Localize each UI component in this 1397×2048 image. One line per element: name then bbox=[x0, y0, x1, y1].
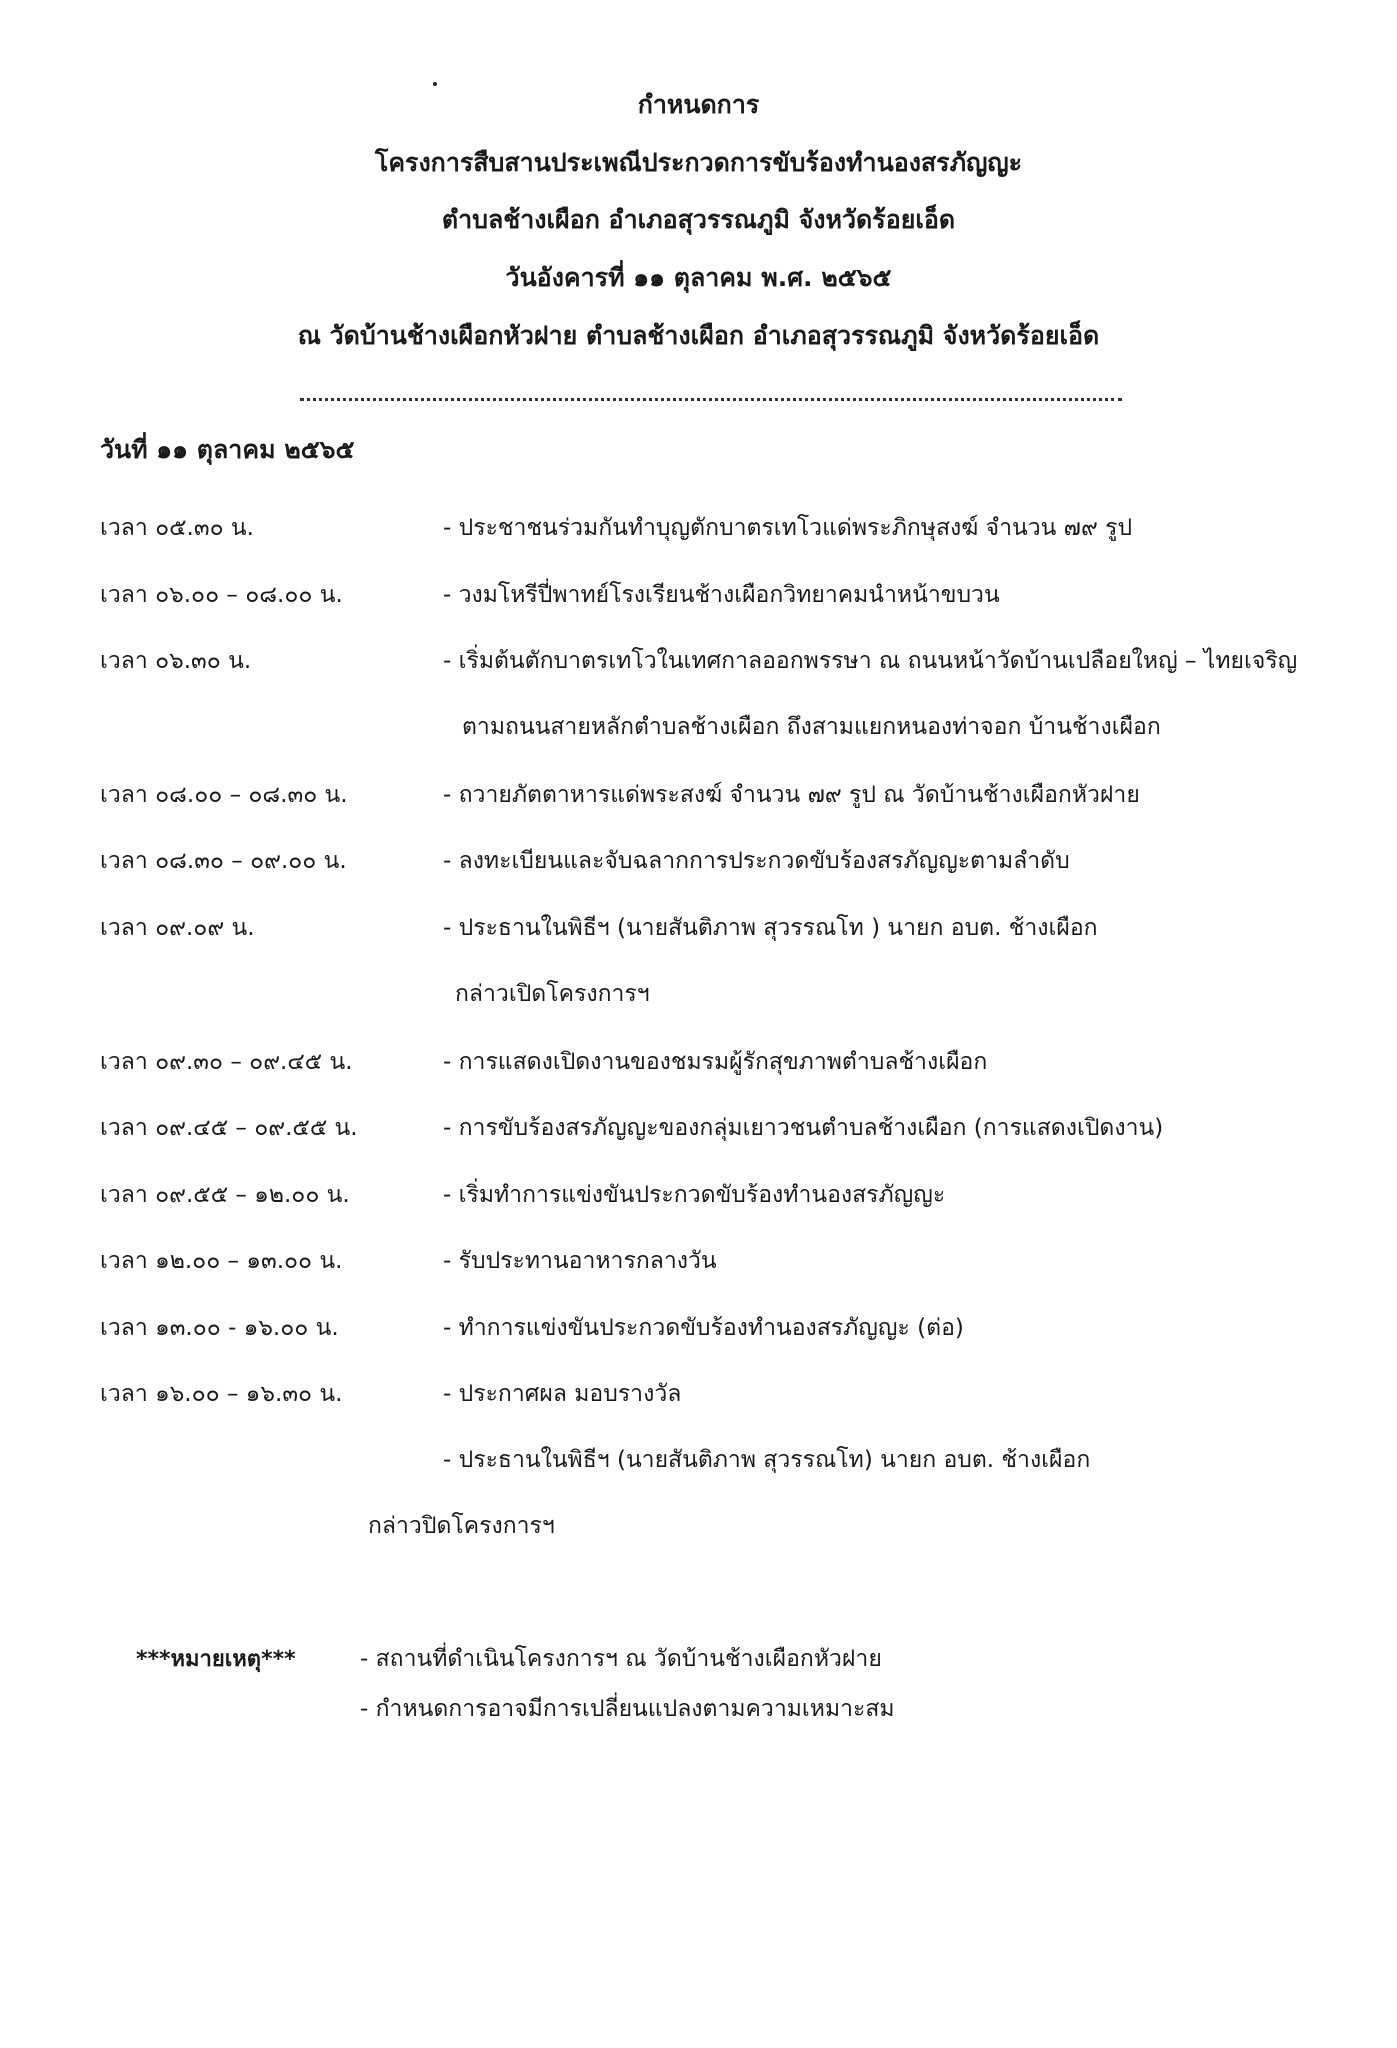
closing-activity-continuation: กล่าวปิดโครงการฯ bbox=[368, 1513, 555, 1539]
document-title: กำหนดการ bbox=[637, 90, 760, 119]
schedule-time: เวลา ๐๙.๐๙ น. bbox=[100, 915, 255, 941]
schedule-time: เวลา ๑๒.๐๐ – ๑๓.๐๐ น. bbox=[100, 1248, 343, 1274]
schedule-activity: - ลงทะเบียนและจับฉลากการประกวดขับร้องสรภัญญะตามลำดับ bbox=[443, 848, 1070, 874]
schedule-activity: - ทำการแข่งขันประกวดขับร้องทำนองสรภัญญะ (ต่อ) bbox=[443, 1315, 964, 1341]
schedule-time: เวลา ๐๖.๓๐ น. bbox=[100, 648, 252, 674]
project-name: โครงการสืบสานประเพณีประกวดการขับร้องทำนองสรภัญญะ bbox=[374, 148, 1023, 177]
closing-activity: - ประธานในพิธีฯ (นายสันติภาพ สุวรรณโท) นายก อบต. ช้างเผือก bbox=[443, 1447, 1091, 1473]
schedule-activity-continuation: ตามถนนสายหลักตำบลช้างเผือก ถึงสามแยกหนองท่าจอก บ้านช้างเผือก bbox=[462, 714, 1161, 740]
schedule-activity: - การขับร้องสรภัญญะของกลุ่มเยาวชนตำบลช้างเผือก (การแสดงเปิดงาน) bbox=[443, 1115, 1164, 1141]
remarks-label: ***หมายเหตุ*** bbox=[136, 1647, 296, 1672]
schedule-time: เวลา ๐๙.๓๐ – ๐๙.๔๕ น. bbox=[100, 1049, 353, 1075]
schedule-time: เวลา ๐๘.๐๐ – ๐๘.๓๐ น. bbox=[100, 782, 348, 808]
schedule-time: เวลา ๐๖.๐๐ – ๐๘.๐๐ น. bbox=[100, 582, 343, 608]
schedule-activity: - ประชาชนร่วมกันทำบุญตักบาตรเทโวแด่พระภิกษุสงฆ์ จำนวน ๗๙ รูป bbox=[443, 515, 1133, 541]
schedule-time: เวลา ๐๙.๔๕ – ๐๙.๕๕ น. bbox=[100, 1115, 358, 1141]
schedule-activity: - ประกาศผล มอบรางวัล bbox=[443, 1381, 682, 1407]
schedule-activity: - เริ่มทำการแข่งขันประกวดขับร้องทำนองสรภัญญะ bbox=[443, 1182, 946, 1208]
schedule-time: เวลา ๐๘.๓๐ – ๐๙.๐๐ น. bbox=[100, 848, 347, 874]
schedule-activity: - ประธานในพิธีฯ (นายสันติภาพ สุวรรณโท ) นายก อบต. ช้างเผือก bbox=[443, 915, 1098, 941]
schedule-activity: - ถวายภัตตาหารแด่พระสงฆ์ จำนวน ๗๙ รูป ณ วัดบ้านช้างเผือกหัวฝาย bbox=[443, 782, 1140, 808]
project-venue: ณ วัดบ้านช้างเผือกหัวฝาย ตำบลช้างเผือก อำเภอสุวรรณภูมิ จังหวัดร้อยเอ็ด bbox=[297, 321, 1100, 350]
schedule-activity: - เริ่มต้นตักบาตรเทโวในเทศกาลออกพรรษา ณ ถนนหน้าวัดบ้านเปลือยใหญ่ – ไทยเจริญ bbox=[443, 648, 1298, 674]
schedule-time: เวลา ๑๖.๐๐ – ๑๖.๓๐ น. bbox=[100, 1381, 343, 1407]
remark-item: - สถานที่ดำเนินโครงการฯ ณ วัดบ้านช้างเผือกหัวฝาย bbox=[360, 1646, 882, 1672]
project-location: ตำบลช้างเผือก อำเภอสุวรรณภูมิ จังหวัดร้อยเอ็ด bbox=[441, 205, 956, 234]
schedule-time: เวลา ๐๕.๓๐ น. bbox=[100, 515, 254, 541]
remark-item: - กำหนดการอาจมีการเปลี่ยนแปลงตามความเหมาะสม bbox=[360, 1696, 895, 1722]
schedule-activity: - การแสดงเปิดงานของชมรมผู้รักสุขภาพตำบลช้างเผือก bbox=[443, 1049, 988, 1075]
project-date: วันอังคารที่ ๑๑ ตุลาคม พ.ศ. ๒๕๖๕ bbox=[505, 263, 892, 292]
schedule-time: เวลา ๐๙.๕๕ – ๑๒.๐๐ น. bbox=[100, 1182, 350, 1208]
schedule-date-heading: วันที่ ๑๑ ตุลาคม ๒๕๖๕ bbox=[100, 435, 355, 464]
schedule-activity: - รับประทานอาหารกลางวัน bbox=[443, 1248, 717, 1274]
schedule-activity-continuation: กล่าวเปิดโครงการฯ bbox=[455, 981, 650, 1007]
schedule-activity: - วงมโหรีปี่พาทย์โรงเรียนช้างเผือกวิทยาคมนำหน้าขบวน bbox=[443, 582, 1000, 608]
schedule-time: เวลา ๑๓.๐๐ - ๑๖.๐๐ น. bbox=[100, 1315, 339, 1341]
